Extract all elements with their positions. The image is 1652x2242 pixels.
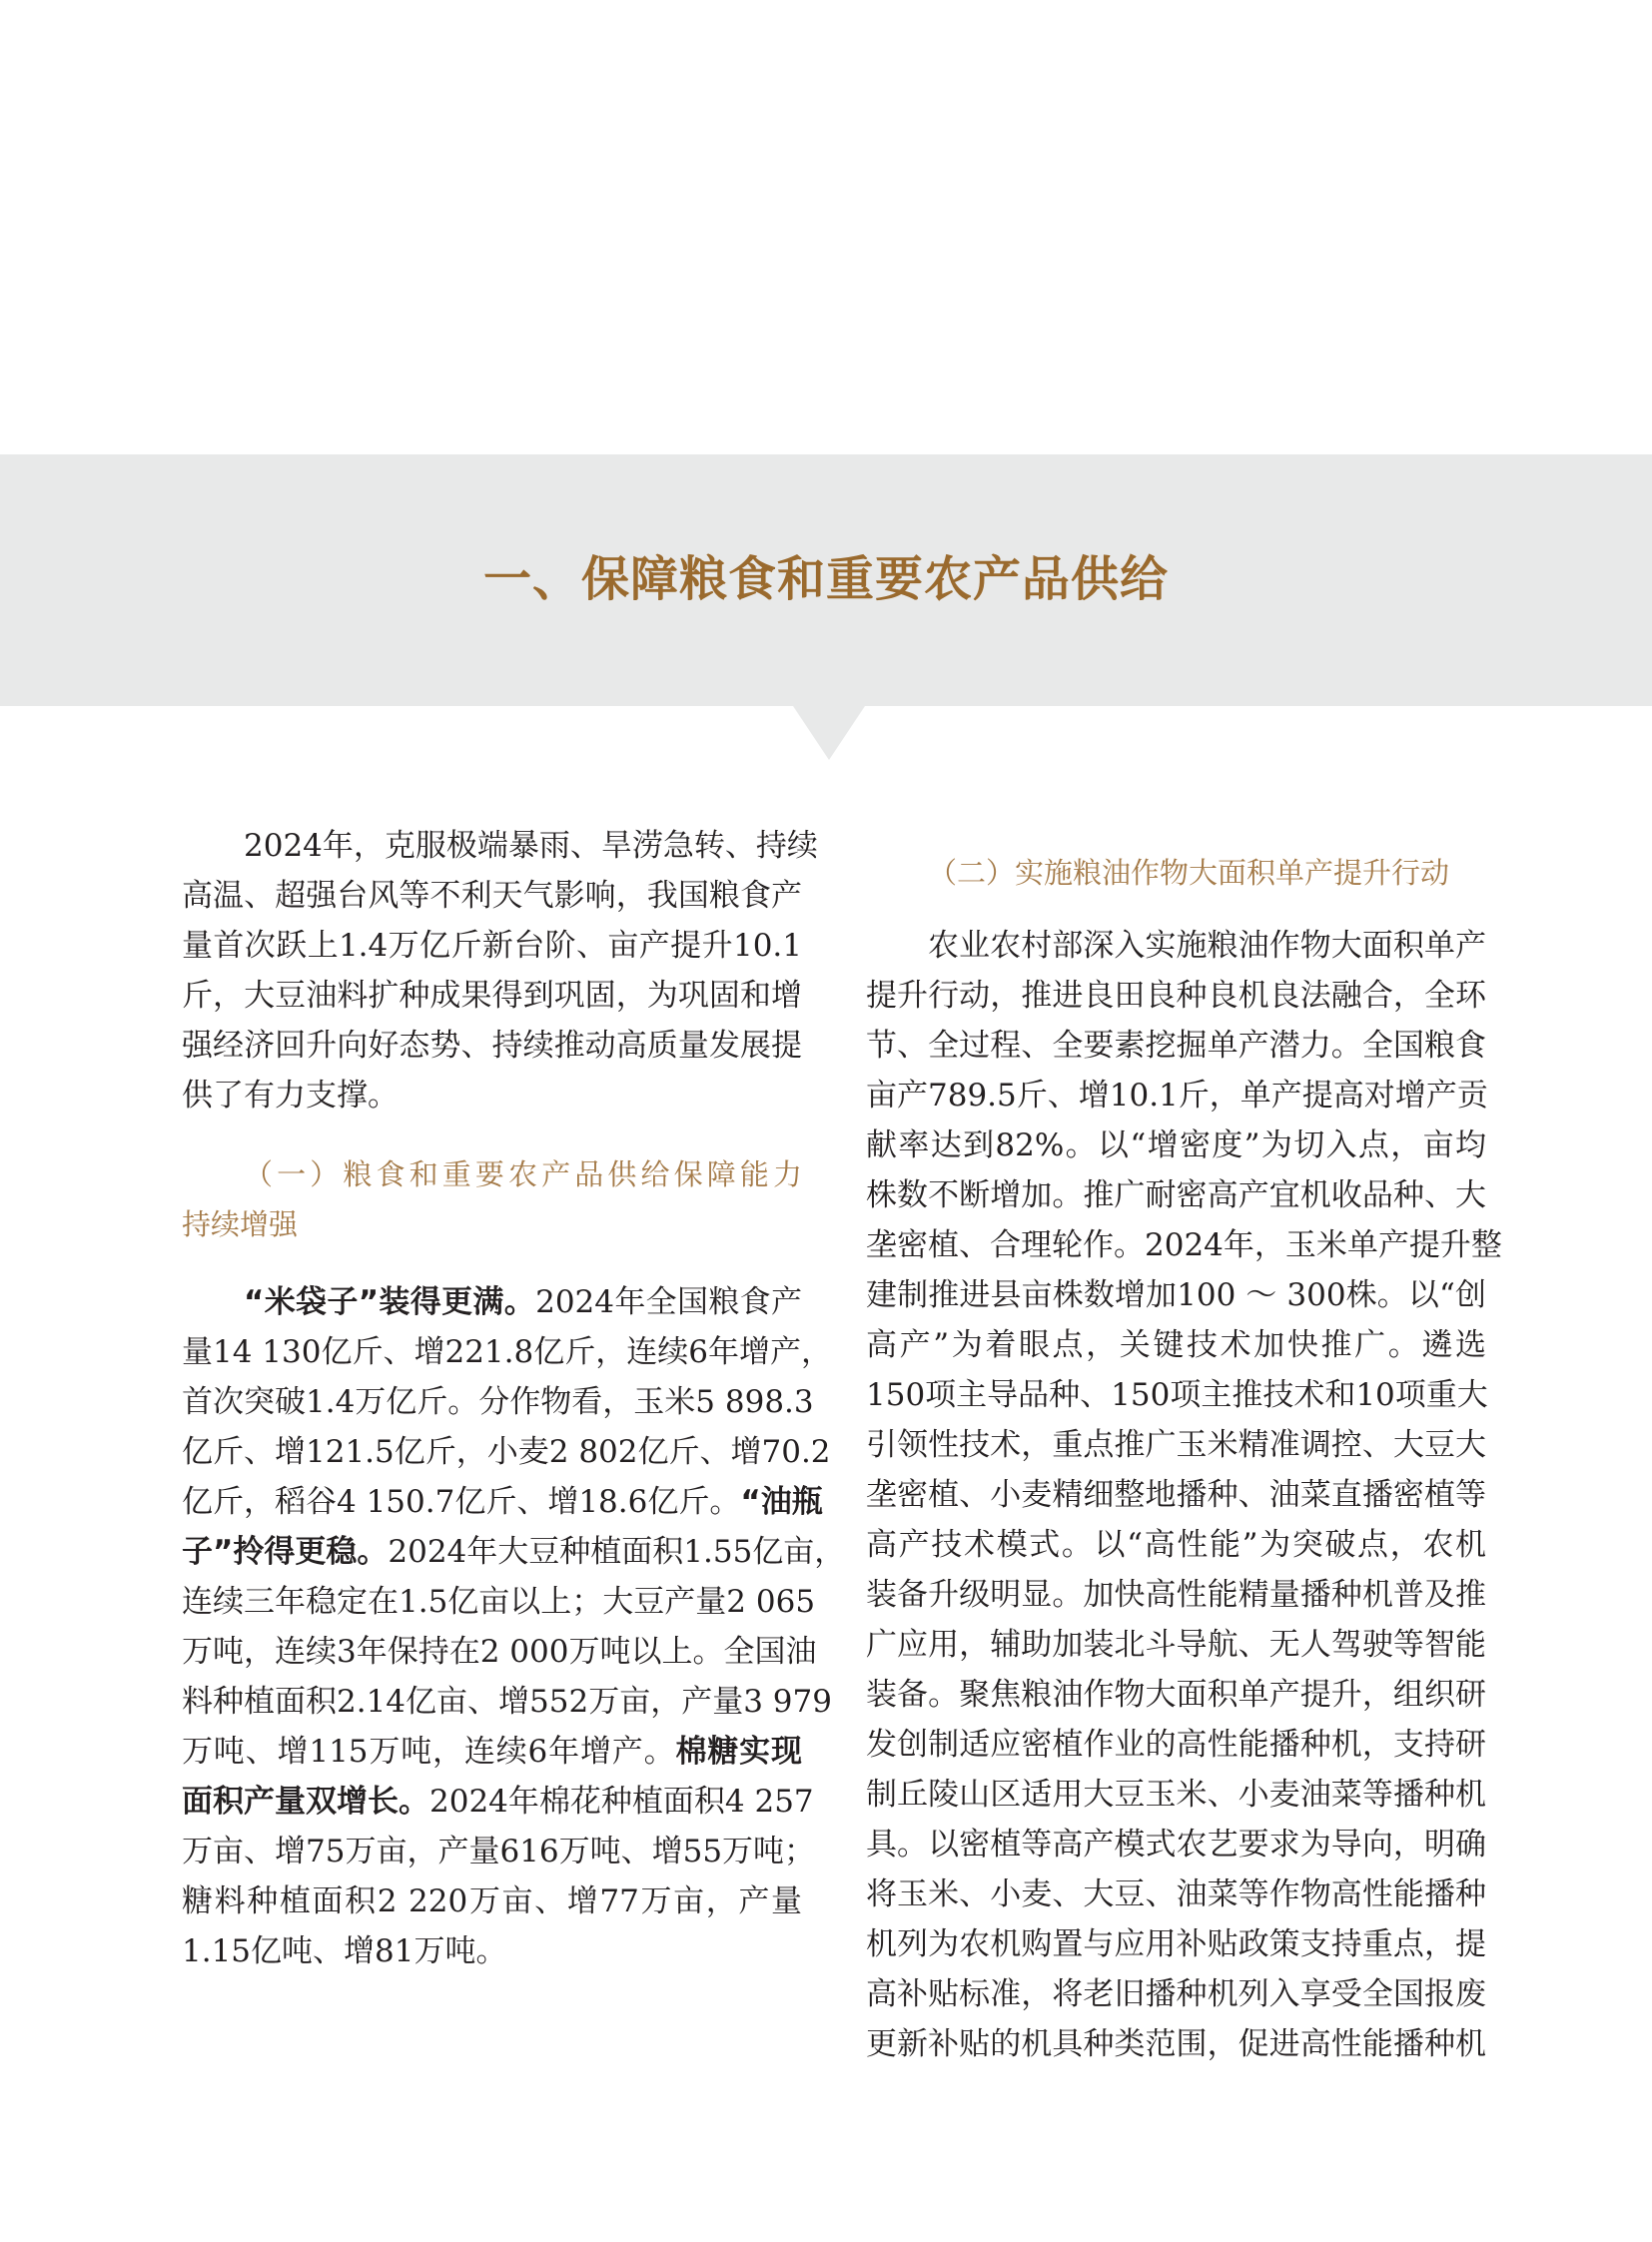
text-line [866,1770,1486,1820]
text-run: 机列为农机购置与应用补贴政策支持重点，提 [866,1926,1486,1962]
text-run: 亿斤，稻谷4 150.7亿斤、增18.6亿斤。 [182,1484,741,1520]
text-run: 亿斤、增121.5亿斤，小麦2 802亿斤、增70.2 [182,1434,831,1470]
text-line [182,871,802,921]
text-line [866,1270,1486,1320]
text-run: 提升行动，推进良田良种良机良法融合，全环 [866,978,1486,1014]
text-line [866,1919,1486,1969]
text-line [182,1677,832,1727]
text-line [866,1170,1486,1220]
text-line [866,1720,1486,1770]
text-line [866,1021,1486,1071]
text-line [182,1627,817,1677]
text-run: 株数不断增加。推广耐密高产宜机收品种、大 [866,1177,1486,1213]
subheading-2 [866,848,1486,898]
text-run: 2024年棉花种植面积4 257 [429,1784,814,1820]
subheading-1 [182,1149,802,1249]
text-run: （一）粮食和重要农产品供给保障能力 [244,1157,802,1191]
text-line [182,1199,802,1249]
text-run: 连续三年稳定在1.5亿亩以上；大豆产量2 065 [182,1584,816,1620]
text-run: 制丘陵山区适用大豆玉米、小麦油菜等播种机 [866,1777,1486,1813]
bold-lead-text: “油瓶 [740,1484,823,1520]
text-line [866,1071,1486,1121]
text-run: （二）实施粮油作物大面积单产提升行动 [928,856,1450,890]
text-run: 高补贴标准，将老旧播种机列入享受全国报废 [866,1976,1486,2012]
text-line [182,821,818,871]
text-line [866,1820,1486,1869]
text-run: 150项主导品种、150项主推技术和10项重大 [866,1377,1488,1413]
text-line [866,2019,1486,2069]
text-line [866,1121,1486,1170]
text-run: 具。以密植等高产模式农艺要求为导向，明确 [866,1827,1486,1863]
text-line [182,1577,816,1627]
text-line [182,1149,802,1199]
text-run: 农业农村部深入实施粮油作物大面积单产 [928,928,1486,964]
section-title: 一、保障粮食和重要农产品供给 [482,551,1169,607]
text-run: 强经济回升向好态势、持续推动高质量发展提 [182,1028,802,1064]
text-run: 节、全过程、全要素挖掘单产潜力。全国粮食 [866,1028,1486,1064]
text-line [866,1570,1486,1620]
text-run: 2024年，克服极端暴雨、旱涝急转、持续 [244,828,818,864]
text-run: 量14 130亿斤、增221.8亿斤，连续6年增产， [182,1334,832,1370]
bold-lead-text: 棉糖实现 [675,1734,802,1770]
text-line [182,1777,814,1827]
text-line [866,1370,1486,1420]
text-run: 糖料种植面积2 220万亩、增77万亩，产量 [182,1883,802,1919]
text-line [182,1876,802,1926]
text-line [182,1427,831,1477]
text-run: 发创制适应密植作业的高性能播种机，支持研 [866,1727,1486,1763]
text-run: 装备升级明显。加快高性能精量播种机普及推 [866,1577,1486,1613]
text-run: 将玉米、小麦、大豆、油菜等作物高性能播种 [866,1876,1486,1912]
text-line [182,1527,846,1577]
text-run: 持续增强 [182,1207,299,1241]
text-line [182,1827,816,1876]
text-run: 建制推进县亩株数增加100 ～ 300株。以“创 [866,1277,1486,1313]
text-line [182,1327,832,1377]
text-line [182,1477,823,1527]
text-run: 高温、超强台风等不利天气影响，我国粮食产 [182,878,802,914]
text-line [866,1869,1486,1919]
text-run: 引领性技术，重点推广玉米精准调控、大豆大 [866,1427,1486,1463]
text-run: 首次突破1.4万亿斤。分作物看，玉米5 898.3 [182,1384,814,1420]
text-run: 1.15亿吨、增81万吨。 [182,1933,507,1969]
text-run: 高产”为着眼点，关键技术加快推广。遴选 [866,1327,1486,1363]
text-line [866,1969,1486,2019]
text-run: 量首次跃上1.4万亿斤新台阶、亩产提升10.1 [182,928,802,964]
text-line [182,1377,814,1427]
text-line [182,1277,802,1327]
text-run: 万吨，连续3年保持在2 000万吨以上。全国油 [182,1634,817,1670]
text-run: 供了有力支撑。 [182,1078,399,1114]
text-run: 2024年大豆种植面积1.55亿亩， [388,1534,846,1570]
bold-lead-text: 面积产量双增长。 [182,1784,429,1820]
text-run: 料种植面积2.14亿亩、增552万亩，产量3 979 [182,1684,832,1720]
bold-lead-text: “米袋子”装得更满。 [244,1284,536,1320]
text-line [182,1727,802,1777]
text-run: 装备。聚焦粮油作物大面积单产提升，组织研 [866,1677,1486,1713]
text-run: 献率达到82%。以“增密度”为切入点，亩均 [866,1127,1486,1163]
intro-paragraph [182,821,818,1121]
text-run: 亩产789.5斤、增10.1斤，单产提高对增产贡 [866,1078,1488,1114]
text-run: 万吨、增115万吨，连续6年增产。 [182,1734,676,1770]
text-line [866,971,1486,1021]
yield-action-paragraph [866,921,1502,2069]
grain-supply-paragraph [182,1277,846,1976]
text-run: 高产技术模式。以“高性能”为突破点，农机 [866,1527,1486,1563]
text-line [182,921,802,971]
section-header-pointer [793,706,865,760]
text-line [866,1620,1486,1670]
text-line [182,1071,802,1121]
text-line [182,971,802,1021]
text-line [866,1520,1486,1570]
text-run: 更新补贴的机具种类范围，促进高性能播种机 [866,2026,1486,2062]
text-line [866,1320,1486,1370]
bold-lead-text: 子”拎得更稳。 [182,1534,389,1570]
text-line [866,921,1486,971]
text-line [866,1420,1486,1470]
text-line [866,1220,1502,1270]
text-run: 万亩、增75万亩，产量616万吨、增55万吨； [182,1834,816,1869]
text-run: 斤，大豆油料扩种成果得到巩固，为巩固和增 [182,978,802,1014]
text-run: 垄密植、小麦精细整地播种、油菜直播密植等 [866,1477,1486,1513]
text-line [866,1470,1486,1520]
text-run: 垄密植、合理轮作。2024年，玉米单产提升整 [866,1227,1502,1263]
text-line [182,1021,802,1071]
text-line [866,848,1486,898]
text-run: 2024年全国粮食产 [535,1284,802,1320]
text-line [182,1926,802,1976]
text-run: 广应用，辅助加装北斗导航、无人驾驶等智能 [866,1627,1486,1663]
text-line [866,1670,1486,1720]
